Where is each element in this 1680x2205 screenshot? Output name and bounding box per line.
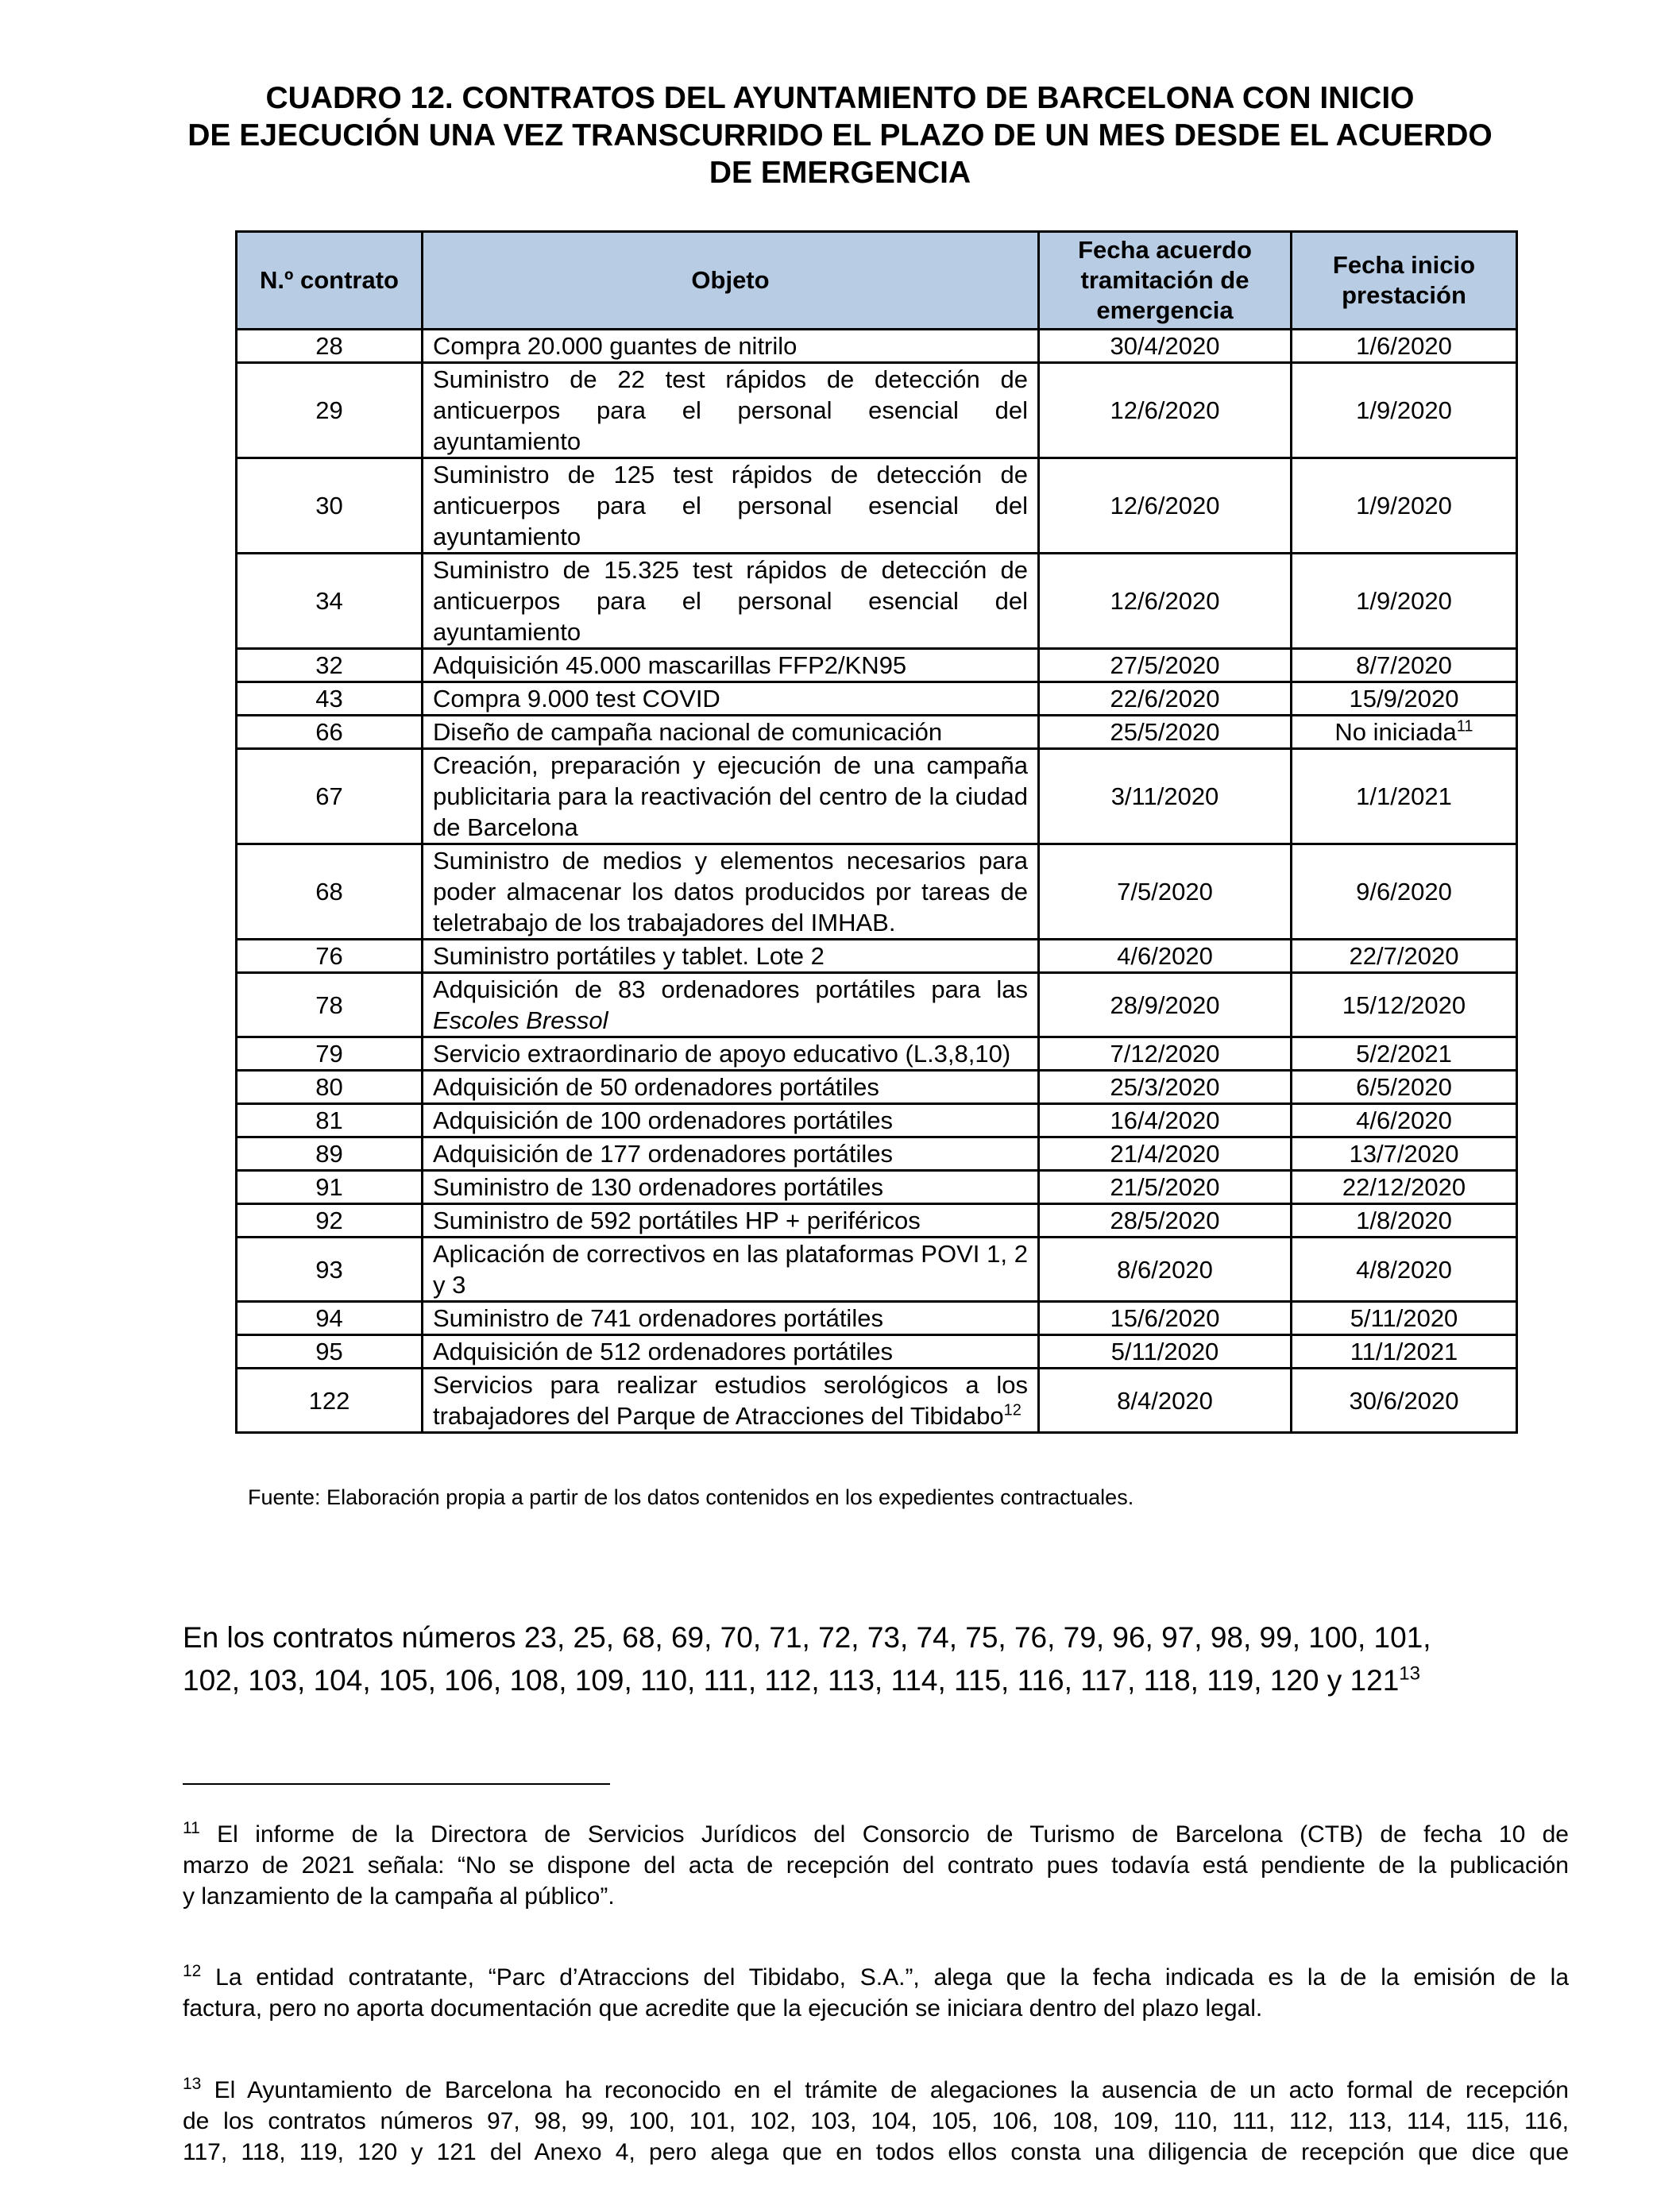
start-date-cell bbox=[1292, 973, 1517, 1037]
table-row bbox=[237, 1137, 1517, 1171]
footnote-line: y lanzamiento de la campaña al público”. bbox=[183, 1883, 615, 1910]
contract-number-cell: 79 bbox=[237, 1037, 423, 1071]
start-date-text: 1/9/2020 bbox=[1356, 396, 1452, 424]
start-date-cell bbox=[1292, 1104, 1517, 1137]
start-date-text: 30/6/2020 bbox=[1349, 1386, 1459, 1415]
start-date-cell bbox=[1292, 363, 1517, 458]
table-row bbox=[237, 458, 1517, 554]
table-row bbox=[237, 1302, 1517, 1335]
contract-number-cell: 122 bbox=[237, 1369, 423, 1433]
table-row bbox=[237, 973, 1517, 1037]
footnote-text: El Ayuntamiento de Barcelona ha reconocido en el trámite de alegaciones la ausencia de un acto formal de recepción bbox=[201, 2077, 1569, 2103]
emergency-date-cell: 28/9/2020 bbox=[1039, 973, 1292, 1037]
object-cell bbox=[423, 554, 1039, 649]
table-title bbox=[119, 79, 1561, 191]
start-date-text: 11/1/2021 bbox=[1350, 1338, 1458, 1365]
table-header-row bbox=[237, 232, 1517, 330]
object-cell bbox=[423, 1171, 1039, 1204]
table-row bbox=[237, 749, 1517, 844]
footnote-mark: 11 bbox=[183, 1819, 200, 1837]
object-text: Suministro de 592 portátiles HP + periféricos bbox=[433, 1207, 921, 1234]
object-text: Compra 9.000 test COVID bbox=[433, 685, 720, 712]
contract-number-cell: 32 bbox=[237, 649, 423, 682]
start-date-text: 5/11/2020 bbox=[1350, 1304, 1458, 1332]
footnote-ref[interactable]: 12 bbox=[1003, 1401, 1022, 1419]
footnote-13 bbox=[183, 2075, 1569, 2168]
contract-number-cell: 67 bbox=[237, 749, 423, 844]
object-text: Suministro de 125 test rápidos de detección de anticuerpos para el personal esencial del ayuntamiento bbox=[433, 461, 1028, 550]
object-cell bbox=[423, 716, 1039, 749]
table-row bbox=[237, 1071, 1517, 1104]
footnote-ref[interactable]: 11 bbox=[1456, 717, 1473, 736]
emergency-date-cell: 12/6/2020 bbox=[1039, 458, 1292, 554]
object-cell bbox=[423, 1104, 1039, 1137]
contract-number-cell: 66 bbox=[237, 716, 423, 749]
contract-number-cell: 78 bbox=[237, 973, 423, 1037]
table-row bbox=[237, 682, 1517, 716]
table-row bbox=[237, 363, 1517, 458]
object-cell bbox=[423, 1369, 1039, 1433]
footnote-separator bbox=[183, 1783, 610, 1785]
start-date-cell bbox=[1292, 1302, 1517, 1335]
table-row bbox=[237, 1238, 1517, 1302]
emergency-date-cell: 30/4/2020 bbox=[1039, 330, 1292, 363]
header-contract-number: N.º contrato bbox=[237, 232, 423, 330]
start-date-cell bbox=[1292, 330, 1517, 363]
emergency-date-cell: 16/4/2020 bbox=[1039, 1104, 1292, 1137]
contract-number-cell: 81 bbox=[237, 1104, 423, 1137]
object-cell bbox=[423, 649, 1039, 682]
footnote-text: El informe de la Directora de Servicios Jurídicos del Consorcio de Turismo de Barcelona (CTB) de fecha 10 de bbox=[199, 1821, 1569, 1848]
object-cell bbox=[423, 940, 1039, 973]
table-source-note: Fuente: Elaboración propia a partir de los datos contenidos en los expedientes contractuales. bbox=[248, 1485, 1134, 1509]
start-date-text: 5/2/2021 bbox=[1356, 1040, 1452, 1068]
object-text: Diseño de campaña nacional de comunicación bbox=[433, 718, 943, 746]
emergency-date-cell: 7/12/2020 bbox=[1039, 1037, 1292, 1071]
start-date-cell bbox=[1292, 458, 1517, 554]
start-date-text: 6/5/2020 bbox=[1356, 1073, 1452, 1101]
object-cell bbox=[423, 1204, 1039, 1238]
emergency-date-cell: 5/11/2020 bbox=[1039, 1335, 1292, 1369]
object-text: Servicio extraordinario de apoyo educativo (L.3,8,10) bbox=[433, 1040, 1011, 1068]
contract-number-cell: 43 bbox=[237, 682, 423, 716]
table-row bbox=[237, 940, 1517, 973]
contracts-table bbox=[235, 230, 1518, 1434]
start-date-text: 1/1/2021 bbox=[1356, 782, 1452, 810]
table-row bbox=[237, 1171, 1517, 1204]
emergency-date-cell: 8/6/2020 bbox=[1039, 1238, 1292, 1302]
contract-number-cell: 93 bbox=[237, 1238, 423, 1302]
start-date-text: 9/6/2020 bbox=[1356, 878, 1452, 906]
start-date-text: 15/12/2020 bbox=[1342, 991, 1466, 1019]
table-row bbox=[237, 1037, 1517, 1071]
table-row bbox=[237, 1335, 1517, 1369]
start-date-text: No iniciada bbox=[1334, 718, 1457, 746]
contract-number-cell: 68 bbox=[237, 844, 423, 940]
table-row bbox=[237, 716, 1517, 749]
object-text: Adquisición de 50 ordenadores portátiles bbox=[433, 1073, 879, 1101]
table-row bbox=[237, 554, 1517, 649]
header-object: Objeto bbox=[423, 232, 1039, 330]
object-cell bbox=[423, 458, 1039, 554]
start-date-cell bbox=[1292, 649, 1517, 682]
start-date-cell bbox=[1292, 1037, 1517, 1071]
emergency-date-cell: 12/6/2020 bbox=[1039, 554, 1292, 649]
title-line: CUADRO 12. CONTRATOS DEL AYUNTAMIENTO DE BARCELONA CON INICIO bbox=[265, 81, 1415, 115]
object-text: Suministro de 130 ordenadores portátiles bbox=[433, 1173, 883, 1201]
footnote-11 bbox=[183, 1819, 1569, 1912]
object-text: Suministro de medios y elementos necesarios para poder almacenar los datos producidos por tareas de teletrabajo de los trabajadores del IMHAB. bbox=[433, 847, 1028, 936]
start-date-cell bbox=[1292, 1137, 1517, 1171]
object-text: Suministro de 15.325 test rápidos de detección de anticuerpos para el personal esencial del ayuntamiento bbox=[433, 556, 1028, 646]
start-date-cell bbox=[1292, 682, 1517, 716]
object-cell bbox=[423, 1037, 1039, 1071]
emergency-date-cell: 25/3/2020 bbox=[1039, 1071, 1292, 1104]
paragraph-line bbox=[183, 1659, 1569, 1702]
start-date-text: 15/9/2020 bbox=[1349, 685, 1459, 712]
contract-number-cell: 92 bbox=[237, 1204, 423, 1238]
start-date-text: 1/6/2020 bbox=[1356, 332, 1452, 360]
contract-number-cell: 91 bbox=[237, 1171, 423, 1204]
emergency-date-cell: 21/4/2020 bbox=[1039, 1137, 1292, 1171]
object-cell bbox=[423, 363, 1039, 458]
object-italic-text: Escoles Bressol bbox=[433, 1006, 608, 1034]
object-text: Aplicación de correctivos en las plataformas POVI 1, 2 y 3 bbox=[433, 1240, 1028, 1299]
object-text: Creación, preparación y ejecución de una campaña publicitaria para la reactivación del centro de la ciudad de Barcelona bbox=[433, 751, 1028, 841]
start-date-cell bbox=[1292, 1335, 1517, 1369]
footnote-ref[interactable]: 13 bbox=[1399, 1662, 1420, 1685]
start-date-cell bbox=[1292, 1369, 1517, 1433]
contract-number-cell: 89 bbox=[237, 1137, 423, 1171]
footnote-text: La entidad contratante, “Parc d’Atraccions del Tibidabo, S.A.”, alega que la fecha indicada es la de la emisión de la bbox=[201, 1964, 1569, 1991]
object-cell bbox=[423, 330, 1039, 363]
object-cell bbox=[423, 1335, 1039, 1369]
table-row bbox=[237, 1104, 1517, 1137]
body-paragraph bbox=[183, 1616, 1569, 1702]
start-date-cell bbox=[1292, 716, 1517, 749]
object-text: Suministro portátiles y tablet. Lote 2 bbox=[433, 942, 825, 970]
start-date-cell bbox=[1292, 1171, 1517, 1204]
contract-number-cell: 95 bbox=[237, 1335, 423, 1369]
table-row bbox=[237, 1204, 1517, 1238]
object-cell bbox=[423, 1302, 1039, 1335]
footnote-line bbox=[183, 1819, 1569, 1850]
footnote-line bbox=[183, 1962, 1569, 1993]
emergency-date-cell: 3/11/2020 bbox=[1039, 749, 1292, 844]
emergency-date-cell: 8/4/2020 bbox=[1039, 1369, 1292, 1433]
start-date-text: 13/7/2020 bbox=[1349, 1140, 1459, 1168]
start-date-cell bbox=[1292, 1238, 1517, 1302]
object-cell bbox=[423, 1238, 1039, 1302]
emergency-date-cell: 4/6/2020 bbox=[1039, 940, 1292, 973]
footnote-line: factura, pero no aporta documentación que acredite que la ejecución se iniciara dentro del plazo legal. bbox=[183, 1995, 1263, 2022]
contract-number-cell: 76 bbox=[237, 940, 423, 973]
title-line: DE EJECUCIÓN UNA VEZ TRANSCURRIDO EL PLAZO DE UN MES DESDE EL ACUERDO bbox=[187, 118, 1493, 153]
start-date-text: 8/7/2020 bbox=[1356, 651, 1452, 679]
emergency-date-cell: 22/6/2020 bbox=[1039, 682, 1292, 716]
emergency-date-cell: 28/5/2020 bbox=[1039, 1204, 1292, 1238]
table-row bbox=[237, 330, 1517, 363]
contract-number-cell: 34 bbox=[237, 554, 423, 649]
emergency-date-cell: 27/5/2020 bbox=[1039, 649, 1292, 682]
object-cell bbox=[423, 844, 1039, 940]
start-date-text: 1/9/2020 bbox=[1356, 492, 1452, 519]
object-text: Suministro de 741 ordenadores portátiles bbox=[433, 1304, 883, 1332]
footnote-line: 117, 118, 119, 120 y 121 del Anexo 4, pero alega que en todos ellos consta una diligencia de recepción que dice que bbox=[183, 2139, 1569, 2165]
footnote-12 bbox=[183, 1962, 1569, 2024]
emergency-date-cell: 12/6/2020 bbox=[1039, 363, 1292, 458]
object-text: Servicios para realizar estudios serológicos a los trabajadores del Parque de Atracciones del Tibidabo bbox=[433, 1371, 1028, 1430]
start-date-cell bbox=[1292, 1204, 1517, 1238]
start-date-text: 1/9/2020 bbox=[1356, 587, 1452, 615]
contract-number-cell: 80 bbox=[237, 1071, 423, 1104]
footnote-line: de los contratos números 97, 98, 99, 100, 101, 102, 103, 104, 105, 106, 108, 109, 110, 111, 112, 113, 114, 115, 116, bbox=[183, 2108, 1569, 2134]
start-date-cell bbox=[1292, 940, 1517, 973]
start-date-cell bbox=[1292, 554, 1517, 649]
object-cell bbox=[423, 973, 1039, 1037]
object-text: Adquisición de 512 ordenadores portátiles bbox=[433, 1338, 894, 1365]
table-row bbox=[237, 649, 1517, 682]
start-date-text: 4/8/2020 bbox=[1356, 1255, 1452, 1284]
contract-number-cell: 28 bbox=[237, 330, 423, 363]
emergency-date-cell: 7/5/2020 bbox=[1039, 844, 1292, 940]
object-cell bbox=[423, 682, 1039, 716]
start-date-text: 22/7/2020 bbox=[1349, 942, 1459, 970]
paragraph-line: En los contratos números 23, 25, 68, 69, 70, 71, 72, 73, 74, 75, 76, 79, 96, 97, 98, 99, 100, 101, bbox=[183, 1621, 1431, 1654]
contract-number-cell: 29 bbox=[237, 363, 423, 458]
start-date-cell bbox=[1292, 749, 1517, 844]
emergency-date-cell: 15/6/2020 bbox=[1039, 1302, 1292, 1335]
contract-number-cell: 30 bbox=[237, 458, 423, 554]
start-date-text: 4/6/2020 bbox=[1356, 1106, 1452, 1134]
start-date-cell bbox=[1292, 1071, 1517, 1104]
start-date-cell bbox=[1292, 844, 1517, 940]
emergency-date-cell: 25/5/2020 bbox=[1039, 716, 1292, 749]
start-date-text: 1/8/2020 bbox=[1356, 1207, 1452, 1234]
footnote-line bbox=[183, 2075, 1569, 2106]
table-row bbox=[237, 844, 1517, 940]
emergency-date-cell: 21/5/2020 bbox=[1039, 1171, 1292, 1204]
object-text: Compra 20.000 guantes de nitrilo bbox=[433, 332, 798, 360]
footnote-mark: 12 bbox=[183, 1962, 202, 1980]
title-line: DE EMERGENCIA bbox=[709, 156, 971, 190]
paragraph-text: 102, 103, 104, 105, 106, 108, 109, 110, 111, 112, 113, 114, 115, 116, 117, 118, 119, 120 y 121 bbox=[183, 1664, 1400, 1697]
object-text: Adquisición de 100 ordenadores portátiles bbox=[433, 1106, 894, 1134]
object-cell bbox=[423, 1137, 1039, 1171]
header-emergency-date: Fecha acuerdo tramitación de emergencia bbox=[1039, 232, 1292, 330]
table-body bbox=[237, 330, 1517, 1433]
object-cell bbox=[423, 749, 1039, 844]
table-row bbox=[237, 1369, 1517, 1433]
footnote-line: marzo de 2021 señala: “No se dispone del acta de recepción del contrato pues todavía está pendiente de la publicación bbox=[183, 1852, 1569, 1879]
start-date-text: 22/12/2020 bbox=[1342, 1173, 1466, 1201]
object-cell bbox=[423, 1071, 1039, 1104]
footnote-mark: 13 bbox=[183, 2075, 202, 2093]
object-text: Suministro de 22 test rápidos de detección de anticuerpos para el personal esencial del ayuntamiento bbox=[433, 365, 1028, 455]
header-start-date: Fecha inicio prestación bbox=[1292, 232, 1517, 330]
object-text: Adquisición 45.000 mascarillas FFP2/KN95 bbox=[433, 651, 907, 679]
object-text: Adquisición de 177 ordenadores portátiles bbox=[433, 1140, 894, 1168]
contract-number-cell: 94 bbox=[237, 1302, 423, 1335]
object-text: Adquisición de 83 ordenadores portátiles para las bbox=[433, 975, 1028, 1003]
